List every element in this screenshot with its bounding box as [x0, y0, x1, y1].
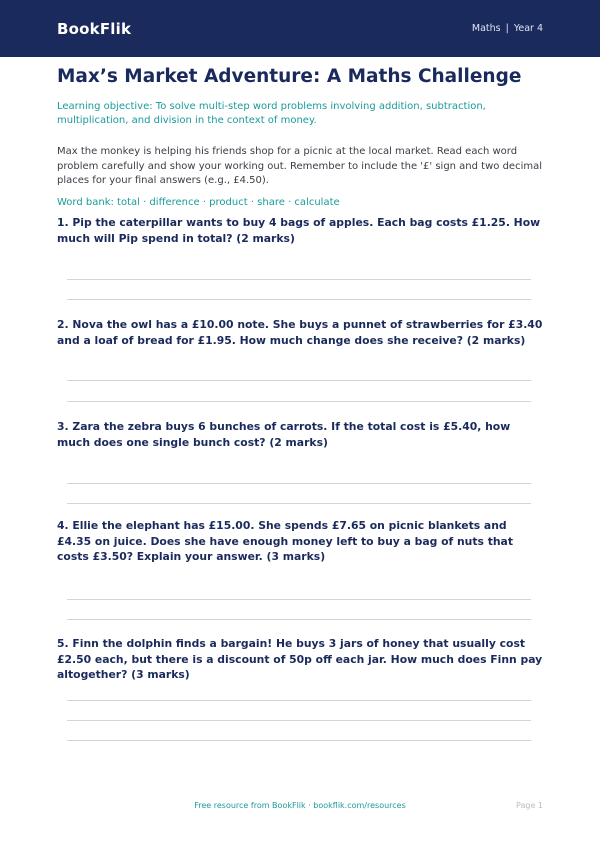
- worksheet-intro: [57, 63, 543, 208]
- brand-logo-text: BookFlik: [57, 19, 132, 38]
- question-text: 5. Finn the dolphin finds a bargain! He buys 3 jars of honey that usually cost £2.50 each, but there is a discount of 50p off each jar. How much does Finn pay altogether? (3 marks): [57, 637, 543, 681]
- learning-objective: Learning objective: To solve multi-step word problems involving addition, subtraction, multiplication, and division in the context of money.: [57, 101, 486, 126]
- footer-link-text[interactable]: Free resource from BookFlik · bookflik.com/resources: [194, 801, 406, 810]
- breadcrumb-year: Year 4: [513, 23, 543, 34]
- answer-line[interactable]: [67, 483, 531, 484]
- question-text: 2. Nova the owl has a £10.00 note. She buys a punnet of strawberries for £3.40 and a loaf of bread for £1.95. How much change does she receive? (2 marks): [57, 318, 543, 347]
- question-3: [57, 419, 543, 450]
- instructions-paragraph: Max the monkey is helping his friends shop for a picnic at the local market. Read each word problem carefully and show your working out. Remember to include the '£' sign and two decimal places for your final answers (e.g., £4.50).: [57, 146, 542, 186]
- question-1: [57, 215, 543, 246]
- question-2: [57, 317, 543, 348]
- answer-line[interactable]: [67, 720, 531, 721]
- question-5: [57, 636, 543, 683]
- answer-line[interactable]: [67, 380, 531, 381]
- question-text: 3. Zara the zebra buys 6 bunches of carrots. If the total cost is £5.40, how much does one single bunch cost? (2 marks): [57, 420, 511, 449]
- page-title: Max’s Market Adventure: A Maths Challenge: [57, 66, 522, 87]
- breadcrumb-subject: Maths: [471, 23, 501, 34]
- breadcrumb: [472, 23, 543, 34]
- answer-line[interactable]: [67, 700, 531, 701]
- answer-line[interactable]: [67, 740, 531, 741]
- answer-line[interactable]: [67, 503, 531, 504]
- answer-line[interactable]: [67, 619, 531, 620]
- question-text: 1. Pip the caterpillar wants to buy 4 bags of apples. Each bag costs £1.25. How much will Pip spend in total? (2 marks): [57, 216, 541, 245]
- page-header: [0, 0, 600, 57]
- question-text: 4. Ellie the elephant has £15.00. She spends £7.65 on picnic blankets and £4.35 on juice. Does she have enough money left to buy a bag of nuts that costs £3.50? Explain your answer. (3 marks): [57, 519, 514, 563]
- answer-line[interactable]: [67, 401, 531, 402]
- breadcrumb-separator: |: [505, 23, 509, 34]
- answer-line[interactable]: [67, 599, 531, 600]
- answer-line[interactable]: [67, 279, 531, 280]
- word-bank: Word bank: total · difference · product · share · calculate: [57, 196, 340, 208]
- page-number: Page 1: [516, 801, 543, 810]
- question-4: [57, 518, 543, 565]
- answer-line[interactable]: [67, 299, 531, 300]
